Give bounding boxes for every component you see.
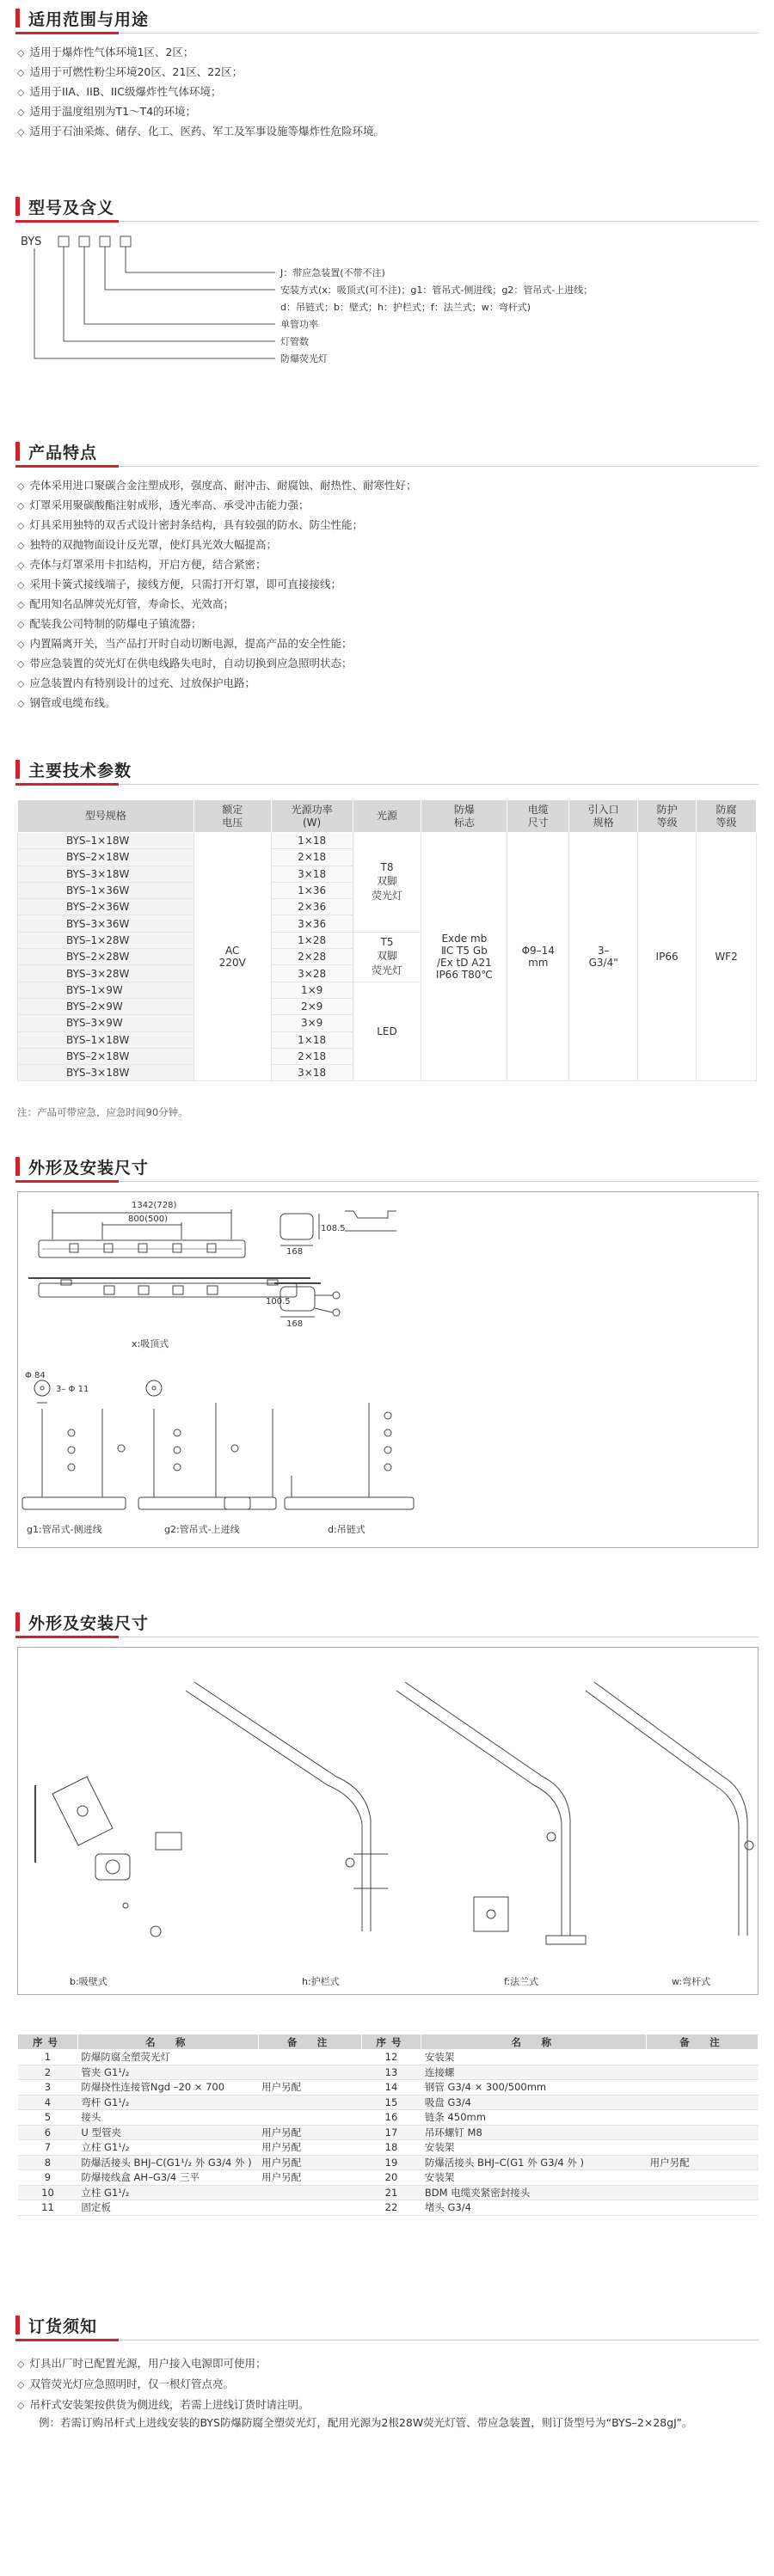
dim-width-b: 168: [286, 1319, 304, 1329]
model-label-install-2: d：吊链式；b：壁式；h：护栏式；f：法兰式；w：弯杆式): [280, 302, 531, 313]
table-row: [18, 2080, 759, 2096]
table-row: [18, 2125, 759, 2140]
cell-model: BYS–1×9W: [18, 982, 194, 998]
col-name: 名 称: [421, 2034, 647, 2050]
cell-model: BYS–2×18W: [18, 1048, 194, 1064]
cell-name: 链条 450mm: [421, 2110, 647, 2126]
section-title: 产品特点: [28, 443, 98, 462]
section-title: 外形及安装尺寸: [28, 1613, 150, 1633]
section-dimensions-2: [0, 1609, 774, 2004]
cell-power: 3×28: [271, 965, 353, 982]
cell-name: 防爆活接头 BHJ–C(G1¹/₂ 外 G3/4 外 ): [77, 2155, 258, 2170]
cell-remark: [647, 2095, 759, 2110]
cell-name: 堵头 G3/4: [421, 2200, 647, 2216]
cell-no: 15: [361, 2095, 421, 2110]
cell-power: 3×18: [271, 1065, 353, 1081]
cell-no: 7: [18, 2140, 78, 2156]
dim-total-length: 1342(728): [132, 1201, 177, 1210]
list-item: ◇ 采用卡簧式接线端子，接线方便，只需打开灯罩，即可直接接线；: [17, 575, 757, 595]
section-header: [0, 438, 774, 464]
cell-ip: IP66: [638, 833, 697, 1081]
model-code-diagram: [17, 231, 593, 412]
model-label-j: J：带应急装置(不带不注): [280, 267, 385, 278]
dim-height-b: 100.5: [266, 1297, 291, 1306]
dimension-drawing-2: [17, 1647, 759, 1995]
model-label-product: 防爆荧光灯: [280, 353, 328, 364]
model-label-power: 单管功率: [280, 319, 318, 330]
section-features: [0, 438, 774, 748]
cell-cable: Φ9–14 mm: [507, 833, 569, 1081]
col-entry: 引入口 规格: [569, 800, 638, 833]
list-item: ◇ 内置隔离开关，当产品打开时自动切断电源，提高产品的安全性能；: [17, 634, 757, 654]
cell-remark: [647, 2140, 759, 2156]
dim-inner-length: 800(500): [128, 1215, 168, 1224]
cell-name: U 型管夹: [77, 2125, 258, 2140]
cell-source: T8 双脚 荧光灯: [353, 833, 421, 933]
section-header: [0, 2312, 774, 2338]
cell-model: BYS–3×9W: [18, 1015, 194, 1031]
list-item: ◇ 双管荧光灯应急照明时，仅一根灯管点亮。: [17, 2374, 757, 2395]
section-title: 主要技术参数: [28, 761, 132, 780]
cell-name: 钢管 G3/4 × 300/500mm: [421, 2080, 647, 2096]
cell-name: 管夹 G1¹/₂: [77, 2065, 258, 2080]
dimension-drawing-1: [17, 1191, 759, 1548]
cell-power: 1×36: [271, 882, 353, 898]
cell-remark: [647, 2200, 759, 2216]
section-dimensions-1: [0, 1153, 774, 1557]
cell-no: 19: [361, 2155, 421, 2170]
section-title: 外形及安装尺寸: [28, 1158, 150, 1178]
list-item: ◇ 适用于温度组别为T1～T4的环境；: [17, 102, 757, 122]
cell-ex-mark: Exde mb ⅡC T5 Gb /Ex tD A21 IP66 T80℃: [421, 833, 507, 1081]
spec-table: [17, 799, 757, 1081]
cell-no: 10: [18, 2185, 78, 2200]
cell-no: 12: [361, 2050, 421, 2065]
cell-power: 2×9: [271, 998, 353, 1014]
table-row: [18, 2200, 759, 2216]
cell-name: 吸盘 G3/4: [421, 2095, 647, 2110]
spec-note: 注：产品可带应急，应急时间90分钟。: [17, 1106, 188, 1118]
cell-name: 防爆接线盒 AH–G3/4 三平: [77, 2170, 258, 2186]
cell-no: 20: [361, 2170, 421, 2186]
table-row: [18, 2170, 759, 2186]
cell-no: 2: [18, 2065, 78, 2080]
cell-model: BYS–3×18W: [18, 866, 194, 882]
dim-width-a: 168: [286, 1247, 304, 1257]
cell-no: 9: [18, 2170, 78, 2186]
section-header: [0, 1153, 774, 1179]
cell-model: BYS–3×36W: [18, 915, 194, 932]
col-cable: 电缆 尺寸: [507, 800, 569, 833]
cell-power: 3×18: [271, 866, 353, 882]
cell-remark: 用户另配: [258, 2125, 361, 2140]
list-item: ◇ 灯具出厂时已配置光源，用户接入电源即可使用；: [17, 2353, 757, 2374]
cell-name: 防爆防腐全塑荧光灯: [77, 2050, 258, 2065]
section-title: 型号及含义: [28, 198, 115, 217]
list-item: ◇ 灯罩采用聚碳酸酯注射成形，透光率高、承受冲击能力强；: [17, 496, 757, 516]
cell-remark: [647, 2050, 759, 2065]
cell-no: 21: [361, 2185, 421, 2200]
caption-g1: g1:管吊式-侧进线: [27, 1524, 102, 1535]
list-item: ◇ 钢管或电缆布线。: [17, 694, 757, 713]
col-name: 名 称: [77, 2034, 258, 2050]
order-example-wrap: [17, 2414, 757, 2432]
caption-d: d:吊链式: [328, 1524, 366, 1535]
cell-no: 14: [361, 2080, 421, 2096]
model-label-tubes: 灯管数: [280, 336, 309, 347]
list-item: ◇ 独特的双抛物面设计反光罩，使灯具光效大幅提高；: [17, 535, 757, 555]
list-item: ◇ 带应急装置的荧光灯在供电线路失电时，自动切换到应急照明状态；: [17, 654, 757, 674]
cell-remark: [647, 2125, 759, 2140]
cell-remark: [258, 2095, 361, 2110]
table-row: [18, 2065, 759, 2080]
cell-no: 4: [18, 2095, 78, 2110]
cell-no: 16: [361, 2110, 421, 2126]
cell-model: BYS–1×18W: [18, 833, 194, 849]
cell-remark: [258, 2185, 361, 2200]
table-row: [18, 2155, 759, 2170]
list-item: ◇ 壳体与灯罩采用卡扣结构，开启方便，结合紧密；: [17, 555, 757, 575]
col-remark: 备 注: [258, 2034, 361, 2050]
cell-name: 防爆挠性连接管Ngd –20 × 700: [77, 2080, 258, 2096]
section-header: [0, 1609, 774, 1635]
cell-no: 6: [18, 2125, 78, 2140]
list-item: ◇ 吊杆式安装架按供货为侧进线，若需上进线订货时请注明。: [17, 2395, 757, 2415]
cell-model: BYS–2×18W: [18, 849, 194, 866]
caption-h: h:护栏式: [302, 1976, 340, 1987]
col-no: 序号: [18, 2034, 78, 2050]
cell-name: 固定板: [77, 2200, 258, 2216]
caption-f: f:法兰式: [504, 1976, 539, 1987]
section-header: [0, 5, 774, 31]
caption-x: x:吸顶式: [132, 1338, 169, 1349]
cell-remark: [647, 2080, 759, 2096]
cell-model: BYS–1×18W: [18, 1031, 194, 1048]
cell-remark: [258, 2065, 361, 2080]
col-power: 光源功率 (W): [271, 800, 353, 833]
section-title: 适用范围与用途: [28, 9, 150, 29]
cell-no: 17: [361, 2125, 421, 2140]
cell-model: BYS–1×28W: [18, 932, 194, 948]
cell-remark: 用户另配: [258, 2170, 361, 2186]
spec-header-row: [18, 800, 757, 833]
table-row: [18, 2110, 759, 2126]
list-item: ◇ 适用于石油采炼、储存、化工、医药、军工及军事设施等爆炸性危险环境。: [17, 122, 757, 142]
list-item: ◇ 配装我公司特制的防爆电子镇流器；: [17, 615, 757, 634]
model-prefix: BYS: [21, 236, 42, 248]
cell-name: 接头: [77, 2110, 258, 2126]
cell-model: BYS–3×18W: [18, 1065, 194, 1081]
table-row: [18, 2050, 759, 2065]
cell-name: 立柱 G1¹/₂: [77, 2140, 258, 2156]
section-model: [0, 193, 774, 425]
table-row: [18, 2140, 759, 2156]
cell-power: 2×36: [271, 899, 353, 915]
cell-power: 1×9: [271, 982, 353, 998]
cell-power: 2×18: [271, 849, 353, 866]
cell-power: 2×18: [271, 1048, 353, 1064]
section-application: [0, 0, 774, 181]
cell-remark: [647, 2110, 759, 2126]
cell-name: 吊环螺钉 M8: [421, 2125, 647, 2140]
cell-name: 安装架: [421, 2140, 647, 2156]
cell-name: 弯杆 G1¹/₂: [77, 2095, 258, 2110]
cell-model: BYS–3×28W: [18, 965, 194, 982]
application-list: [17, 43, 757, 142]
cell-wf: WF2: [697, 833, 757, 1081]
cell-power: 3×9: [271, 1015, 353, 1031]
list-item: ◇ 适用于IIA、IIB、IIC级爆炸性气体环境；: [17, 83, 757, 102]
caption-g2: g2:管吊式-上进线: [164, 1524, 240, 1535]
cell-no: 13: [361, 2065, 421, 2080]
model-label-install: 安装方式(x：吸顶式(可不注)；g1：管吊式-侧进线；g2：管吊式-上进线；: [280, 285, 593, 296]
list-item: ◇ 灯具采用独特的双舌式设计密封条结构，具有较强的防水、防尘性能；: [17, 516, 757, 535]
parts-table: [17, 2034, 759, 2216]
section-specs: [0, 756, 774, 1152]
col-source: 光源: [353, 800, 421, 833]
col-remark: 备 注: [647, 2034, 759, 2050]
section-title: 订货须知: [28, 2316, 98, 2336]
list-item: ◇ 应急装置内有特别设计的过充、过放保护电路；: [17, 674, 757, 694]
cell-power: 1×18: [271, 1031, 353, 1048]
parts-header-row: [18, 2034, 759, 2050]
list-item: ◇ 适用于爆炸性气体环境1区、2区；: [17, 43, 757, 63]
cell-power: 1×28: [271, 932, 353, 948]
caption-b: b:吸壁式: [70, 1976, 108, 1987]
order-list: [17, 2353, 757, 2415]
dim-phi84: Φ 84: [25, 1371, 46, 1380]
cell-power: 2×28: [271, 949, 353, 965]
cell-remark: [258, 2200, 361, 2216]
col-no: 序号: [361, 2034, 421, 2050]
cell-no: 22: [361, 2200, 421, 2216]
cell-name: 安装架: [421, 2170, 647, 2186]
cell-power: 3×36: [271, 915, 353, 932]
cell-name: 连接螺: [421, 2065, 647, 2080]
cell-remark: [258, 2050, 361, 2065]
table-row: [18, 2095, 759, 2110]
cell-source: LED: [353, 982, 421, 1081]
cell-name: 安装架: [421, 2050, 647, 2065]
list-item: ◇ 适用于可燃性粉尘环境20区、21区、22区；: [17, 63, 757, 83]
cell-no: 5: [18, 2110, 78, 2126]
cell-entry: 3– G3/4": [569, 833, 638, 1081]
cell-model: BYS–2×36W: [18, 899, 194, 915]
cell-remark: 用户另配: [258, 2155, 361, 2170]
col-wf: 防腐 等级: [697, 800, 757, 833]
cell-remark: 用户另配: [258, 2080, 361, 2096]
cell-no: 8: [18, 2155, 78, 2170]
section-order: [0, 2312, 774, 2570]
cell-remark: [258, 2110, 361, 2126]
col-voltage: 额定 电压: [194, 800, 271, 833]
order-example: 例：若需订购吊杆式上进线安装的BYS防爆防腐全塑荧光灯，配用光源为2根28W荧光灯管、带应急装置，则订货型号为“BYS–2×28gJ”。: [39, 2416, 693, 2429]
col-ex: 防爆 标志: [421, 800, 507, 833]
cell-no: 3: [18, 2080, 78, 2096]
table-row: [18, 2185, 759, 2200]
cell-remark: 用户另配: [647, 2155, 759, 2170]
cell-model: BYS–2×28W: [18, 949, 194, 965]
cell-name: 立柱 G1¹/₂: [77, 2185, 258, 2200]
cell-no: 18: [361, 2140, 421, 2156]
cell-remark: [647, 2170, 759, 2186]
table-row: [18, 833, 757, 849]
cell-voltage: AC 220V: [194, 833, 271, 1081]
cell-remark: 用户另配: [258, 2140, 361, 2156]
section-header: [0, 193, 774, 219]
dim-height-a: 108.5: [321, 1224, 346, 1233]
cell-source: T5 双脚 荧光灯: [353, 932, 421, 982]
cell-no: 11: [18, 2200, 78, 2216]
section-header: [0, 756, 774, 782]
cell-name: BDM 电缆夹紧密封接头: [421, 2185, 647, 2200]
features-list: [17, 476, 757, 713]
col-model: 型号规格: [18, 800, 194, 833]
cell-remark: [647, 2065, 759, 2080]
cell-no: 1: [18, 2050, 78, 2065]
cell-name: 防爆活接头 BHJ–C(G1 外 G3/4 外 ): [421, 2155, 647, 2170]
cell-remark: [647, 2185, 759, 2200]
col-ip: 防护 等级: [638, 800, 697, 833]
list-item: ◇ 壳体采用进口聚碳合金注塑成形，强度高、耐冲击、耐腐蚀、耐热性、耐寒性好；: [17, 476, 757, 496]
cell-model: BYS–1×36W: [18, 882, 194, 898]
caption-w: w:弯杆式: [672, 1976, 711, 1987]
list-item: ◇ 配用知名品牌荧光灯管，寿命长、光效高；: [17, 595, 757, 615]
cell-model: BYS–2×9W: [18, 998, 194, 1014]
cell-power: 1×18: [271, 833, 353, 849]
dim-phi11: 3– Φ 11: [56, 1385, 89, 1394]
